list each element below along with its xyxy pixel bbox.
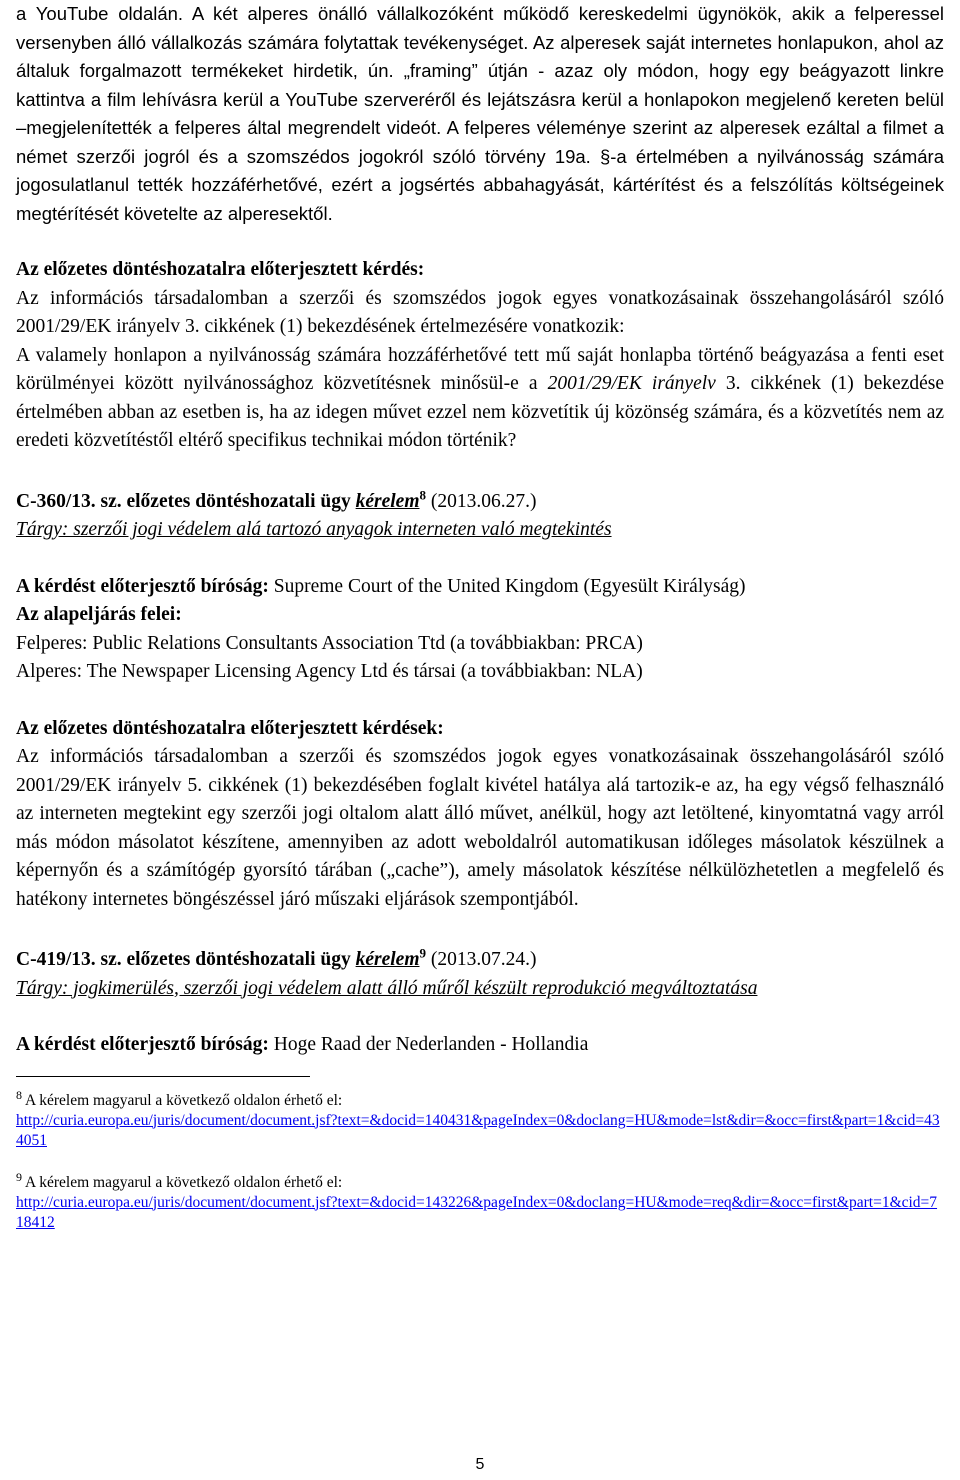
- parties-label: Az alapeljárás felei:: [16, 604, 182, 625]
- referring-court-value: Supreme Court of the United Kingdom (Egyesült Királyság): [268, 575, 746, 597]
- questions-text: Az információs társadalomban a szerzői és szomszédos jogok egyes vonatkozásainak összehangolásáról szóló 2001/29/EK irányelv 5. cikkének (1) bekezdésében foglalt kivétel hatálya alá tartozik-e az, ha egy végső felhasználó az interneten megtekint egy szerzői jogi oltalom alatt álló művet, anélkül, hogy azt letöltené, kinyomtatná vagy arról más módon másolatot készítene, amennyiben az adott weboldalról automatikusan időleges másolatok készülnek a képernyőn és a számítógép gyorsító tárában („cache”), amely másolatok készítése nélkülözhetetlen a megfelelő és hatékony internetes böngészéssel járó műszaki eljárások szempontjából.: [16, 746, 944, 910]
- case-request-word: kérelem: [355, 949, 420, 970]
- footnote-8: [16, 1087, 944, 1151]
- case-subject: [16, 975, 944, 1004]
- question-context: Az információs társadalomban a szerzői és szomszédos jogok egyes vonatkozásainak összehangolásáról szóló 2001/29/EK irányelv 3. cikkének (1) bekezdésének értelmezésére vonatkozik:: [16, 287, 944, 337]
- case-title-c419: [16, 946, 944, 975]
- questions-heading: [16, 715, 944, 744]
- case-date: (2013.07.24.): [425, 949, 537, 970]
- footnote-9: [16, 1169, 944, 1233]
- questions-heading-text: Az előzetes döntéshozatalra előterjesztett kérdések:: [16, 717, 444, 739]
- parties-heading: [16, 601, 944, 630]
- question-text-part2: 3. cikkének (1) bekezdése értelmében abban az esetben is, ha az idegen művet ezzel nem közvetítik új közönség számára, és a közvetítés nem az eredeti közvetítéstől eltérő specifikus technikai módon történik?: [16, 373, 944, 451]
- referring-court-value: Hoge Raad der Nederlanden - Hollandia: [268, 1034, 589, 1055]
- case-date: (2013.06.27.): [425, 490, 537, 512]
- footnote-text: $^9$ A kérelem magyarul a következő oldalon érhető el:: [16, 1169, 343, 1191]
- page-number: 5: [475, 1456, 485, 1473]
- footnote-link[interactable]: http://curia.europa.eu/juris/document/document.jsf?text=&docid=140431&pageIndex=0&doclang=HU&mode=lst&dir=&occ=first&part=1&cid=434051: [16, 1111, 940, 1149]
- case-subject-text: Tárgy: jogkimerülés, szerzői jogi védelem alatt álló műről készült reprodukció megváltoztatása: [16, 977, 758, 999]
- question-heading: [16, 256, 944, 285]
- case-number: C-419/13. sz. előzetes döntéshozatali ügy: [16, 949, 356, 970]
- case-title-c360: [16, 488, 944, 517]
- referring-court: [16, 1031, 944, 1060]
- plaintiff: Felperes: Public Relations Consultants Association Ttd (a továbbiakban: PRCA): [16, 632, 643, 654]
- case-subject-text: Tárgy: szerzői jogi védelem alá tartozó anyagok interneten való megtekintés: [16, 519, 612, 540]
- case-number: C-360/13. sz. előzetes döntéshozatali ügy: [16, 490, 356, 512]
- footnote-ref-8[interactable]: 8: [419, 487, 426, 502]
- case-request-word: kérelem: [355, 490, 420, 512]
- question-heading-text: Az előzetes döntéshozatalra előterjesztett kérdés:: [16, 259, 425, 280]
- footnote-divider: [16, 1076, 310, 1077]
- question-text-part1: A valamely honlapon a nyilvánosság számára hozzáférhetővé tett mű saját honlapba történő beágyazása a fenti eset körülményei között nyilvánossághoz közvetítésnek minősül-e a: [16, 344, 944, 394]
- document-page: [16, 0, 944, 1233]
- directive-reference: 2001/29/EK irányelv: [547, 373, 716, 394]
- referring-court-label: A kérdést előterjesztő bíróság:: [16, 1034, 269, 1055]
- intro-paragraph: a YouTube oldalán. A két alperes önálló vállalkozóként működő kereskedelmi ügynökök, akik a felperessel versenyben álló vállalkozás számára folytattak tevékenységet. Az alperesek saját internetes honlapukon, ahol az általuk forgalmazott termékeket hirdetik, ún. „framing” útján - azaz oly módon, hogy egy beágyazott linkre kattintva a film lehívásra kerül a YouTube szerveréről és lejátszásra kerül a honlapokon megjelenő kereten belül –megjelenítették a felperes által megrendelt videót. A felperes véleménye szerint az alperesek ezáltal a filmet a német szerzői jogról és a szomszédos jogokról szóló törvény 19a. §-a értelmében a nyilvánosság számára jogosulatlanul tették hozzáférhetővé, ezért a jogsértés abbahagyását, kártérítést és a felszólítás költségeinek megtérítését követelte az alperesektől.: [16, 3, 944, 224]
- footnote-text: $^8$ A kérelem magyarul a következő oldalon érhető el:: [16, 1087, 343, 1109]
- referring-court: [16, 573, 944, 602]
- footnote-link[interactable]: http://curia.europa.eu/juris/document/document.jsf?text=&docid=143226&pageIndex=0&doclang=HU&mode=req&dir=&occ=first&part=1&cid=718412: [16, 1193, 938, 1231]
- footnote-number: 8: [16, 1087, 22, 1102]
- footnote-ref-9[interactable]: 9: [419, 945, 426, 961]
- question-text: [16, 342, 944, 456]
- defendant: Alperes: The Newspaper Licensing Agency Ltd és társai (a továbbiakban: NLA): [16, 661, 643, 682]
- case-subject: [16, 516, 944, 545]
- footnote-number: 9: [16, 1169, 22, 1184]
- referring-court-label: A kérdést előterjesztő bíróság:: [16, 575, 269, 597]
